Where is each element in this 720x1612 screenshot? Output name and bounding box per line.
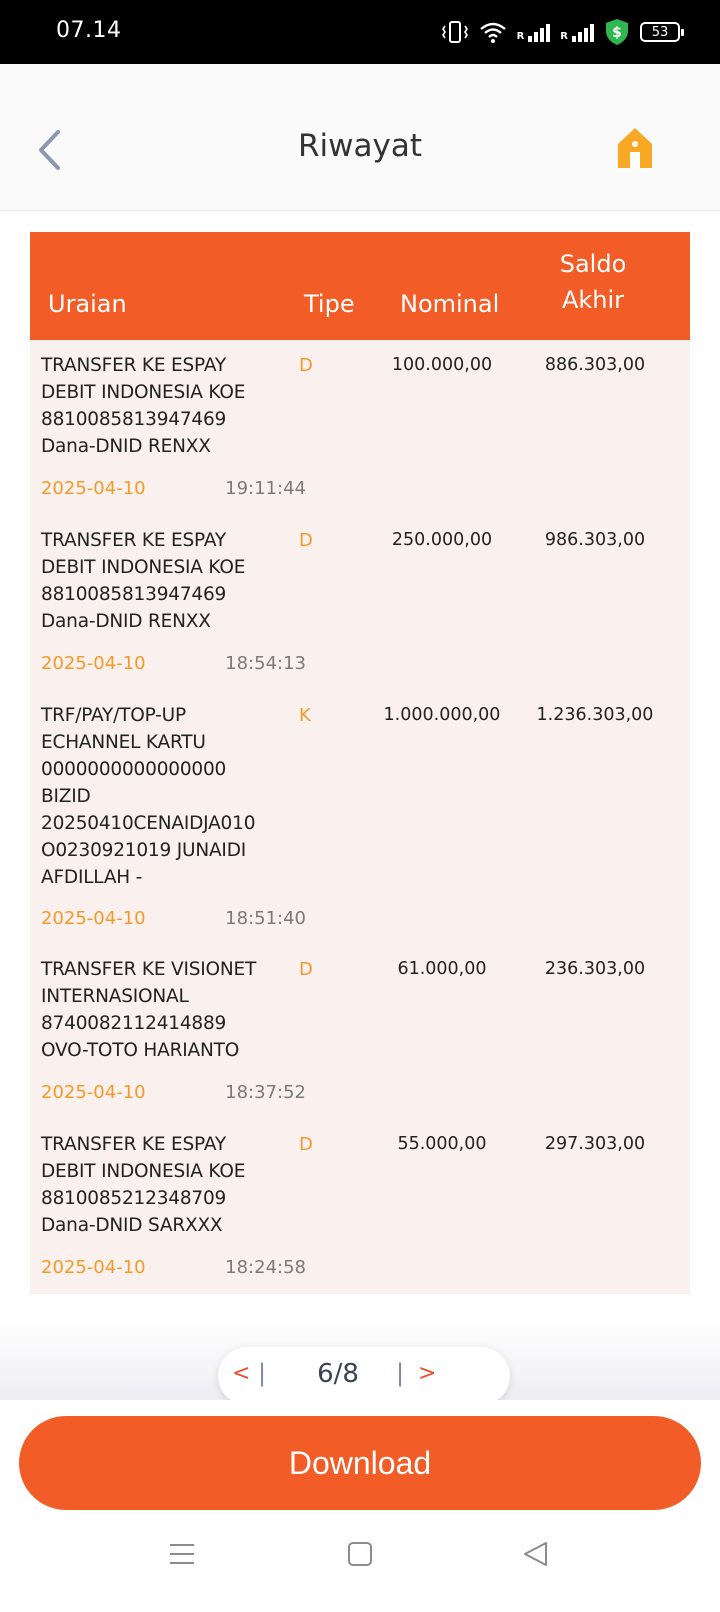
- row-saldo: 236.303,00: [544, 959, 646, 979]
- row-date: 2025-04-10: [41, 1082, 146, 1103]
- vibrate-icon: [441, 20, 469, 44]
- back-triangle-icon[interactable]: [522, 1540, 550, 1568]
- table-body: [30, 340, 690, 1294]
- status-time: 07.14: [56, 18, 122, 43]
- row-nominal: 55.000,00: [397, 1134, 487, 1154]
- row-date: 2025-04-10: [41, 1257, 146, 1278]
- row-saldo: 297.303,00: [544, 1134, 646, 1154]
- battery-icon: [640, 22, 680, 42]
- wifi-icon: [479, 20, 507, 44]
- shield-dollar-icon: [604, 18, 630, 46]
- row-type: D: [299, 959, 313, 980]
- row-description: TRANSFER KE ESPAY DEBIT INDONESIA KOE 8810085813947469 Dana-DNID RENXX: [41, 355, 246, 457]
- signal-icon-2: R: [560, 22, 594, 42]
- row-description: TRANSFER KE ESPAY DEBIT INDONESIA KOE 8810085212348709 Dana-DNID SARXXX: [41, 1134, 246, 1236]
- page-indicator: 6/8: [317, 1359, 359, 1389]
- row-nominal: 250.000,00: [391, 530, 493, 550]
- row-time: 18:24:58: [225, 1257, 306, 1278]
- row-type: D: [299, 1134, 313, 1155]
- row-type: D: [299, 355, 313, 376]
- status-bar: [0, 0, 720, 64]
- row-time: 18:51:40: [225, 908, 306, 929]
- bottom-bar: [0, 1400, 720, 1612]
- row-saldo: 986.303,00: [544, 530, 646, 550]
- row-time: 19:11:44: [225, 478, 306, 499]
- row-nominal: 100.000,00: [391, 355, 493, 375]
- col-nominal: Nominal: [400, 290, 500, 318]
- row-nominal: 1.000.000,00: [383, 705, 501, 725]
- signal-icon: R: [517, 22, 551, 42]
- col-saldo-akhir: Saldo Akhir: [559, 250, 627, 314]
- row-date: 2025-04-10: [41, 478, 146, 499]
- col-uraian: Uraian: [48, 290, 127, 318]
- prev-page-button[interactable]: <: [232, 1361, 251, 1386]
- table-header: [30, 232, 690, 340]
- table-row[interactable]: [30, 944, 690, 1119]
- col-tipe: Tipe: [304, 290, 355, 318]
- menu-icon[interactable]: [168, 1540, 196, 1568]
- svg-text:$: $: [612, 25, 622, 41]
- row-time: 18:37:52: [225, 1082, 306, 1103]
- page-title: Riwayat: [298, 128, 422, 164]
- row-description: TRF/PAY/TOP-UP ECHANNEL KARTU 0000000000000000 BIZID 20250410CENAIDJA010 O0230921019 JUNAIDI AFDILLAH -: [41, 705, 256, 888]
- row-saldo: 886.303,00: [544, 355, 646, 375]
- row-nominal: 61.000,00: [397, 959, 487, 979]
- battery-level: 53: [651, 24, 669, 40]
- row-date: 2025-04-10: [41, 653, 146, 674]
- row-description: TRANSFER KE VISIONET INTERNASIONAL 8740082112414889 OVO-TOTO HARIANTO: [41, 959, 257, 1061]
- row-time: 18:54:13: [225, 653, 306, 674]
- pagination: [218, 1347, 510, 1405]
- table-row[interactable]: [30, 690, 690, 944]
- table-row[interactable]: [30, 340, 690, 515]
- pager-divider: |: [258, 1359, 267, 1387]
- next-page-button[interactable]: >: [418, 1361, 437, 1386]
- table-row[interactable]: [30, 515, 690, 690]
- table-row[interactable]: [30, 1119, 690, 1294]
- app-header: [0, 64, 720, 211]
- pager-divider: |: [396, 1359, 405, 1387]
- download-button[interactable]: Download: [19, 1416, 701, 1510]
- row-type: D: [299, 530, 313, 551]
- row-date: 2025-04-10: [41, 908, 146, 929]
- row-type: K: [299, 705, 311, 726]
- home-icon[interactable]: [616, 126, 654, 170]
- row-description: TRANSFER KE ESPAY DEBIT INDONESIA KOE 8810085813947469 Dana-DNID RENXX: [41, 530, 246, 632]
- row-saldo: 1.236.303,00: [536, 705, 654, 725]
- transaction-table: [30, 232, 690, 1294]
- square-icon[interactable]: [346, 1540, 374, 1568]
